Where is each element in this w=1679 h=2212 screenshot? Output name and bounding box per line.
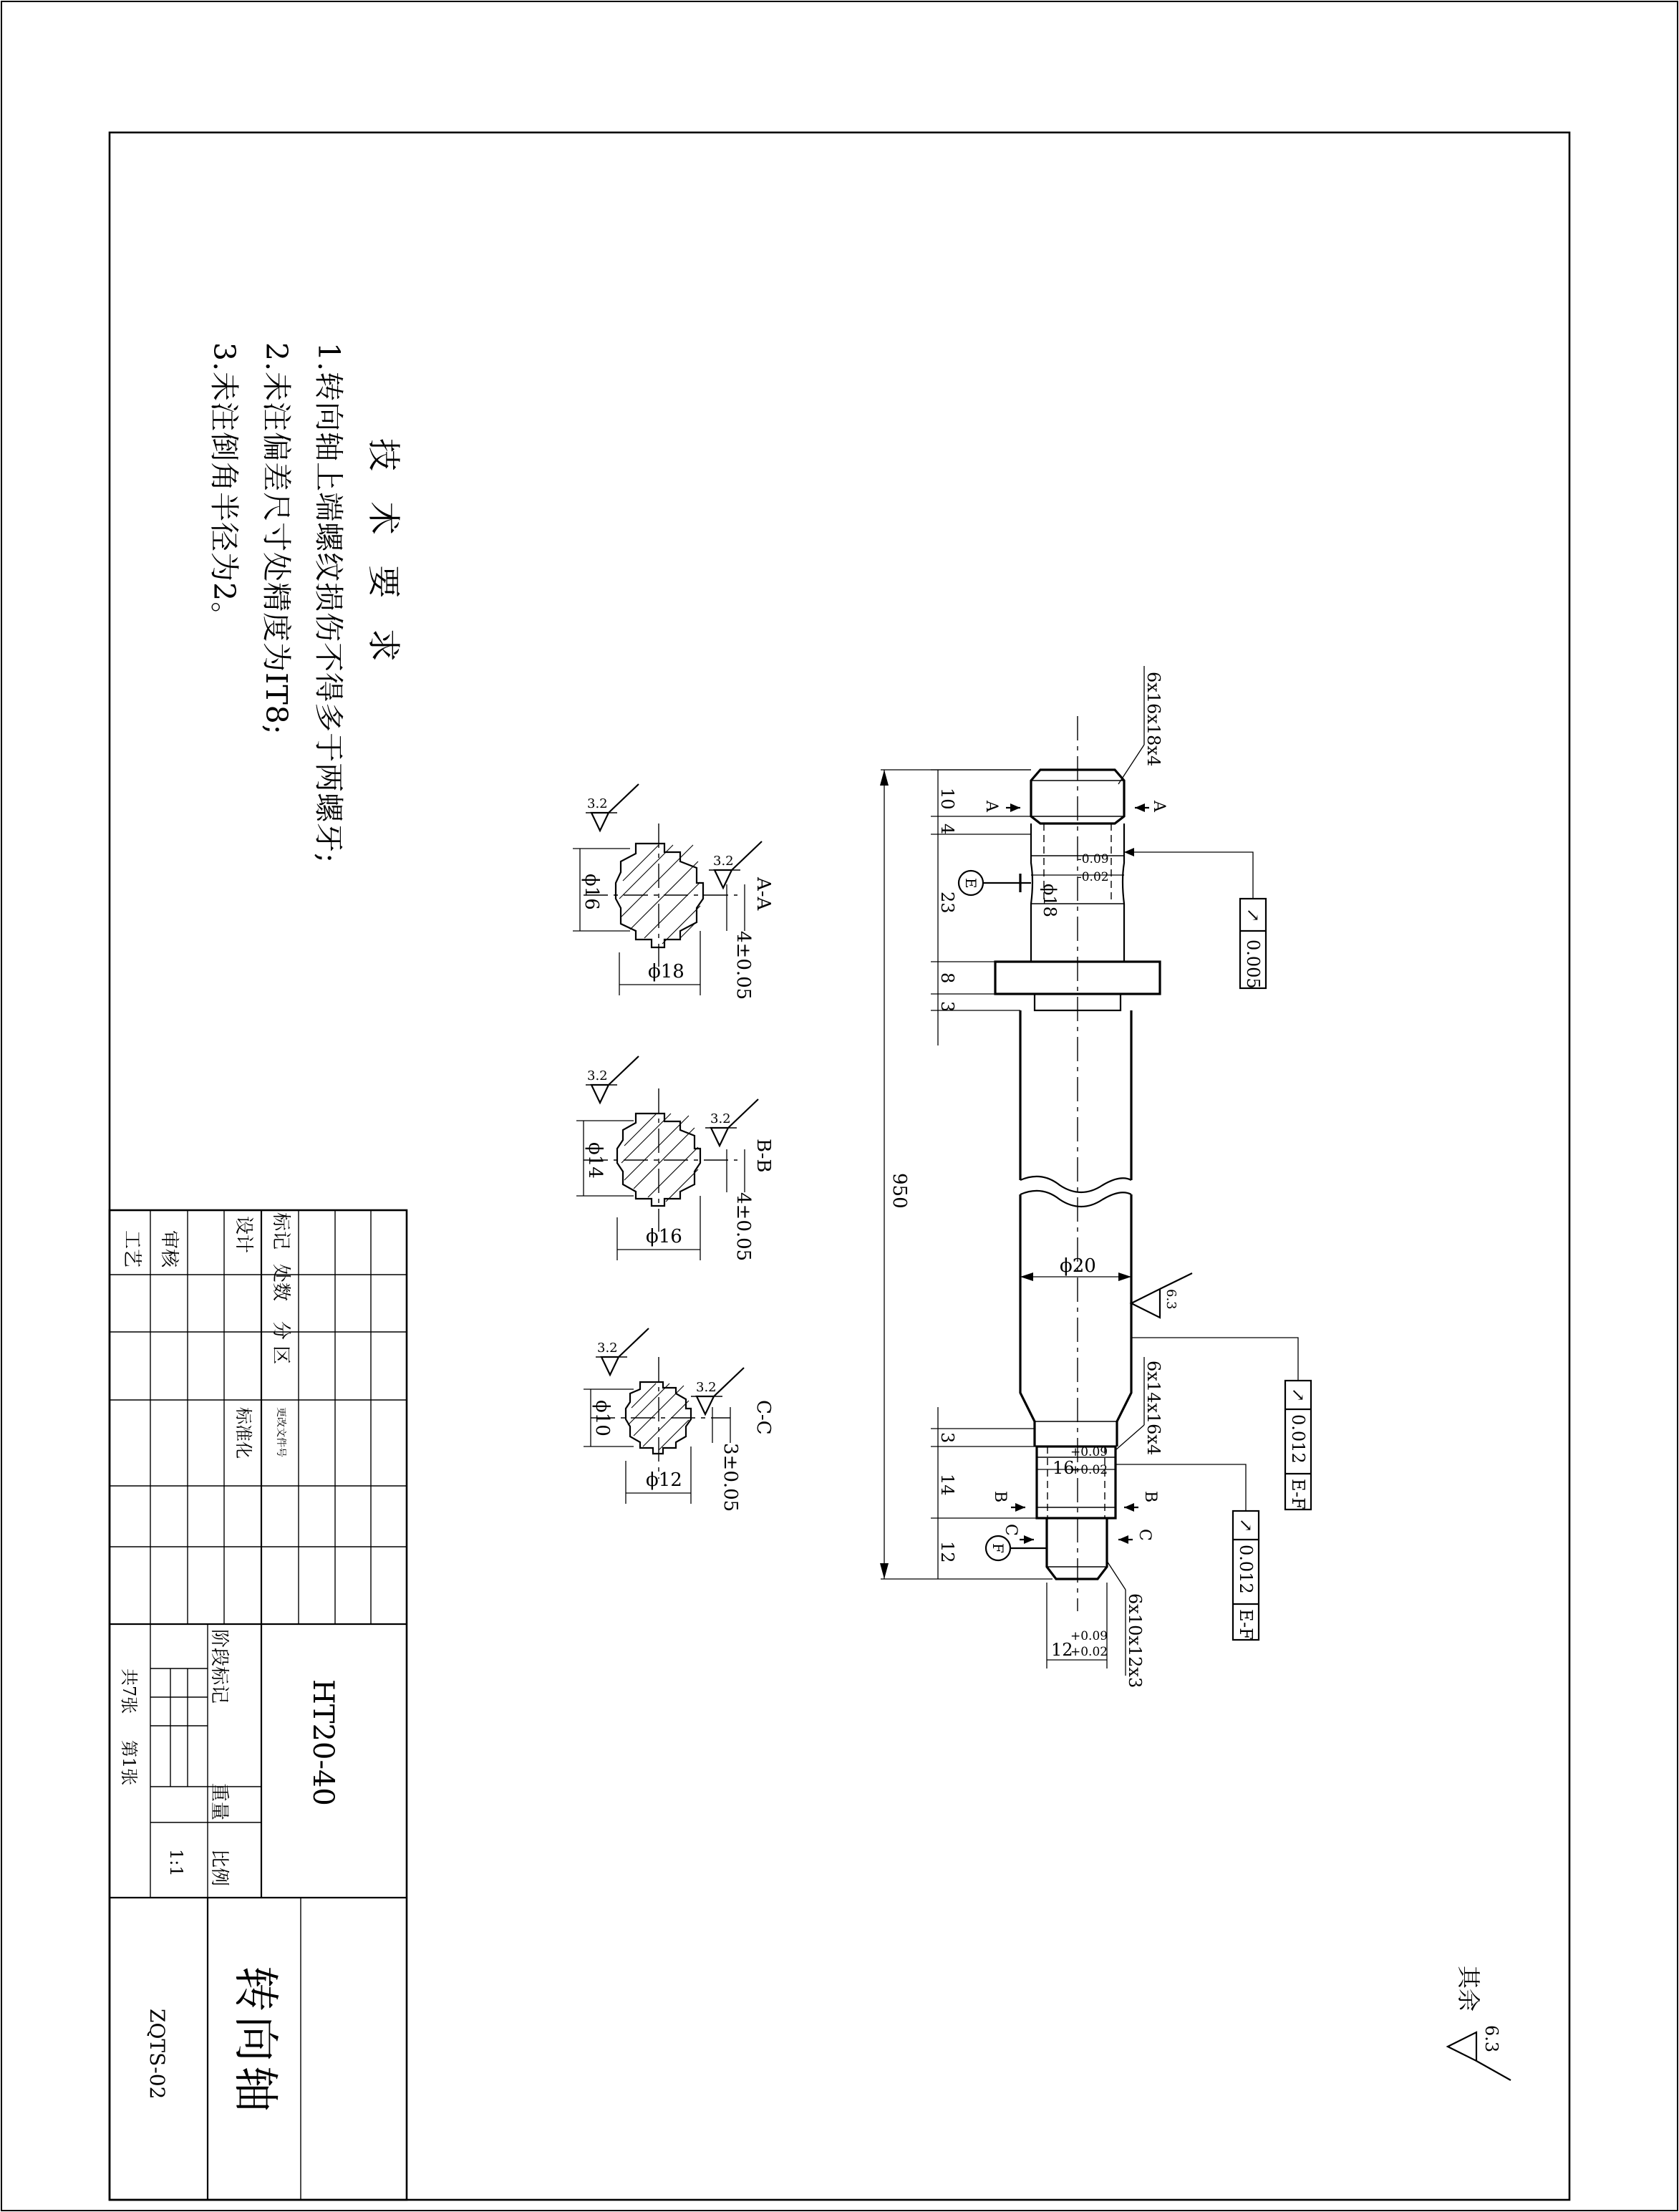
- aa-dia-16: ϕ16: [581, 874, 602, 910]
- bb-roughness-right: 3.2: [710, 1111, 731, 1126]
- shaft-bottom-spline: [1047, 1518, 1107, 1579]
- tech-req-heading: 技 术 要 求: [364, 438, 403, 672]
- title-block: [110, 1210, 407, 2200]
- tb-review: 审核: [158, 1230, 180, 1268]
- tb-change-doc: 更改文件号: [275, 1407, 286, 1457]
- runout-frame-1: [1240, 899, 1266, 989]
- tb-zone: 分 区: [270, 1321, 291, 1365]
- tb-design: 设计: [233, 1216, 254, 1254]
- cc-dia-10: ϕ10: [591, 1400, 613, 1436]
- tb-scale-label: 比例: [208, 1849, 230, 1887]
- section-bb: [576, 1056, 774, 1261]
- tb-process: 工艺: [121, 1230, 142, 1268]
- bb-width: 4±0.05: [732, 1192, 754, 1262]
- cc-title: C-C: [753, 1400, 774, 1435]
- dia-18: ϕ18: [1040, 884, 1060, 917]
- runout-frame-1-icon: ↗: [1243, 908, 1263, 923]
- section-cc: [584, 1328, 774, 1512]
- runout-value-1: 0.005: [1243, 940, 1263, 989]
- dia-18-tol-lower: -0.02: [1078, 870, 1109, 884]
- tb-material: HT20-40: [306, 1679, 339, 1806]
- dia-16: 16: [1053, 1458, 1075, 1478]
- aa-width: 4±0.05: [732, 931, 754, 1000]
- shaft-body: [1020, 1010, 1131, 1180]
- dim-3-upper: 3: [937, 1001, 957, 1013]
- section-marker-b-left: B: [991, 1491, 1009, 1503]
- other-roughness-label: 其余: [1455, 1966, 1482, 2012]
- tb-standardize: 标准化: [233, 1407, 253, 1459]
- bb-dia-14: ϕ14: [584, 1142, 606, 1179]
- dia-12-tol-lower: +0.02: [1070, 1645, 1108, 1659]
- dia-12: 12: [1051, 1640, 1073, 1660]
- tb-part-name: 转向轴: [228, 1966, 281, 2116]
- datum-ref-ef-2: E-F: [1288, 1479, 1308, 1510]
- datum-e-label: E: [962, 878, 979, 889]
- dia-16-tol-lower: +0.02: [1070, 1463, 1108, 1477]
- tb-scale-value: 1:1: [166, 1849, 186, 1877]
- section-aa: [573, 784, 774, 1000]
- aa-title: A-A: [753, 877, 774, 911]
- aa-dia-18: ϕ18: [648, 961, 684, 982]
- bb-roughness-left: 3.2: [587, 1068, 608, 1083]
- aa-roughness-right: 3.2: [713, 854, 734, 869]
- dia-20: ϕ20: [1060, 1255, 1096, 1277]
- cc-roughness-left: 3.2: [597, 1341, 618, 1356]
- runout-frame-3-icon: ↗: [1236, 1518, 1256, 1533]
- roughness-symbol-shaft: [1131, 1273, 1192, 1318]
- tb-mark: 标记: [270, 1212, 291, 1250]
- section-marker-c-left: C: [1002, 1524, 1020, 1536]
- runout-frame-2: [1285, 1381, 1311, 1510]
- datum-f-label: F: [990, 1543, 1007, 1553]
- bb-title: B-B: [753, 1139, 774, 1173]
- dim-overall-length: 950: [889, 1173, 910, 1209]
- runout-value-3: 0.012: [1236, 1545, 1256, 1594]
- tb-sheet-no: 第1张: [119, 1740, 139, 1786]
- dia-16-tol-upper: +0.09: [1070, 1445, 1108, 1459]
- spline-mid-label: 6x14x16x4: [1143, 1361, 1163, 1456]
- other-roughness-value: 6.3: [1481, 2025, 1501, 2053]
- runout-frame-2-icon: ↗: [1288, 1388, 1308, 1403]
- datum-ref-ef-3: E-F: [1236, 1609, 1256, 1640]
- tb-count: 处数: [270, 1264, 291, 1302]
- tb-stage-mark: 阶段标记: [208, 1629, 230, 1704]
- dim-12: 12: [937, 1541, 957, 1563]
- other-roughness-note: [1448, 1966, 1511, 2080]
- dim-3-lower: 3: [937, 1432, 957, 1444]
- spline-bottom-label: 6x10x12x3: [1125, 1593, 1145, 1689]
- roughness-shaft-value: 6.3: [1163, 1289, 1179, 1310]
- section-marker-b-right: B: [1141, 1491, 1159, 1503]
- dim-top-10: 10: [937, 788, 957, 810]
- technical-requirements: [207, 342, 403, 864]
- dim-8: 8: [937, 972, 957, 984]
- section-marker-a-right: A: [1150, 801, 1168, 812]
- tb-drawing-no: ZQTS-02: [145, 2009, 169, 2100]
- section-marker-a-left: A: [982, 801, 1000, 812]
- outer-border: [1, 1, 1678, 2211]
- runout-value-2: 0.012: [1288, 1414, 1308, 1464]
- dia-12-tol-upper: +0.09: [1070, 1629, 1108, 1643]
- dia-18-tol-upper: -0.09: [1078, 852, 1109, 866]
- aa-roughness-left: 3.2: [587, 796, 608, 811]
- tb-sheets: 共7张: [119, 1668, 139, 1714]
- dim-14: 14: [937, 1474, 957, 1496]
- cc-dia-12: ϕ12: [646, 1469, 682, 1491]
- tech-req-item-1: 1.转向轴上端螺纹损伤不得多于两螺牙;: [311, 342, 346, 864]
- dim-23: 23: [937, 892, 957, 914]
- main-view-dimensions: [880, 666, 1311, 1688]
- section-marker-c-right: C: [1136, 1529, 1153, 1541]
- spline-top-label: 6x16x18x4: [1143, 672, 1163, 767]
- cc-width: 3±0.05: [720, 1443, 741, 1512]
- tb-weight: 重量: [208, 1783, 230, 1821]
- tech-req-item-3: 3.未注倒角半径为2。: [207, 342, 241, 632]
- bb-dia-16: ϕ16: [646, 1226, 682, 1247]
- runout-frame-3: [1233, 1511, 1259, 1640]
- tech-req-item-2: 2.未注偏差尺寸处精度为IT8;: [259, 342, 294, 735]
- dim-top-4: 4: [937, 824, 957, 835]
- cc-roughness-right: 3.2: [696, 1380, 717, 1395]
